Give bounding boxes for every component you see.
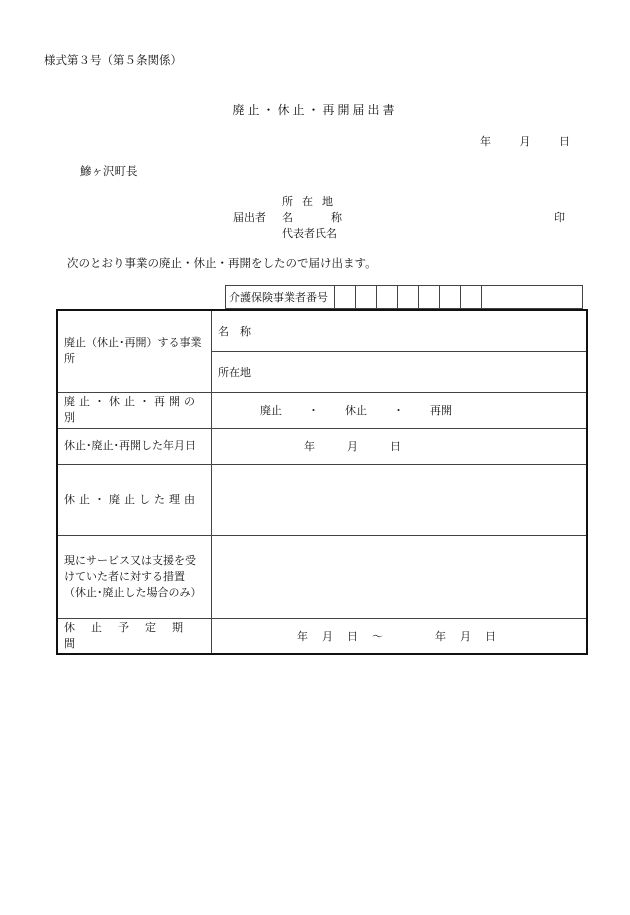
notifier-label: 届出者 (233, 211, 266, 224)
facility-address-field[interactable] (212, 351, 588, 392)
seal-mark: 印 (554, 211, 565, 224)
option-sep-2: ・ (393, 404, 404, 417)
provider-number-digit-6[interactable] (440, 286, 461, 309)
facility-name-label: 名 称 (218, 325, 251, 338)
period-from-day: 日 (347, 629, 358, 643)
type-label: 廃止・休止・再開の別 (57, 392, 212, 428)
notifier-address-label: 所在地 (282, 195, 342, 208)
facility-address-label: 所在地 (218, 365, 251, 379)
period-separator: ～ (372, 629, 383, 643)
period-field[interactable] (212, 618, 588, 654)
reason-field[interactable] (212, 464, 588, 535)
measures-field[interactable] (212, 535, 588, 618)
date-label: 休止･廃止･再開した年月日 (57, 428, 212, 464)
period-label: 休止予定期間 (57, 618, 212, 654)
period-to-day: 日 (485, 629, 496, 643)
option-discontinue[interactable]: 廃止 (260, 404, 282, 417)
intro-text: 次のとおり事業の廃止・休止・再開をしたので届け出ます。 (67, 256, 377, 270)
document-title: 廃止・休止・再開届出書 (232, 103, 398, 117)
facility-name-field[interactable] (212, 310, 588, 351)
option-resume[interactable]: 再開 (430, 404, 452, 417)
provider-number-digit-4[interactable] (398, 286, 419, 309)
form-code: 様式第３号（第５条関係） (44, 53, 182, 67)
provider-number-extra[interactable] (482, 286, 583, 309)
period-to-month: 月 (460, 629, 471, 643)
name-char-1: 名 (282, 211, 293, 224)
notifier-name-label (282, 209, 342, 225)
option-sep-1: ・ (308, 404, 319, 417)
provider-number-digit-2[interactable] (356, 286, 377, 309)
provider-number-digit-1[interactable] (335, 286, 356, 309)
date-field[interactable] (212, 428, 588, 464)
date-month-label: 月 (519, 135, 531, 148)
date-field-year: 年 (304, 440, 315, 453)
date-day-label: 日 (559, 135, 570, 148)
period-from-month: 月 (322, 629, 333, 643)
period-to-year: 年 (435, 629, 446, 643)
period-from-year: 年 (297, 629, 308, 643)
provider-number-digit-5[interactable] (419, 286, 440, 309)
date-year-label: 年 (480, 135, 491, 148)
option-suspend[interactable]: 休止 (345, 404, 367, 417)
representative-label: 代表者氏名 (282, 227, 337, 240)
date-field-month: 月 (347, 440, 358, 453)
submission-date (480, 133, 570, 149)
facility-label: 廃止（休止･再開）する事業所 (57, 310, 212, 392)
provider-number-label: 介護保険事業者番号 (226, 286, 335, 309)
reason-label: 休止・廃止した理由 (57, 464, 212, 535)
addressee: 鰺ヶ沢町長 (80, 164, 138, 178)
provider-number-table (225, 285, 583, 309)
main-form-table (56, 309, 588, 655)
name-char-2: 称 (331, 211, 342, 224)
type-options[interactable] (212, 392, 588, 428)
provider-number-digit-7[interactable] (461, 286, 482, 309)
provider-number-digit-3[interactable] (377, 286, 398, 309)
measures-label: 現にサービス又は支援を受けていた者に対する措置（休止･廃止した場合のみ） (57, 535, 212, 618)
date-field-day: 日 (390, 440, 401, 453)
